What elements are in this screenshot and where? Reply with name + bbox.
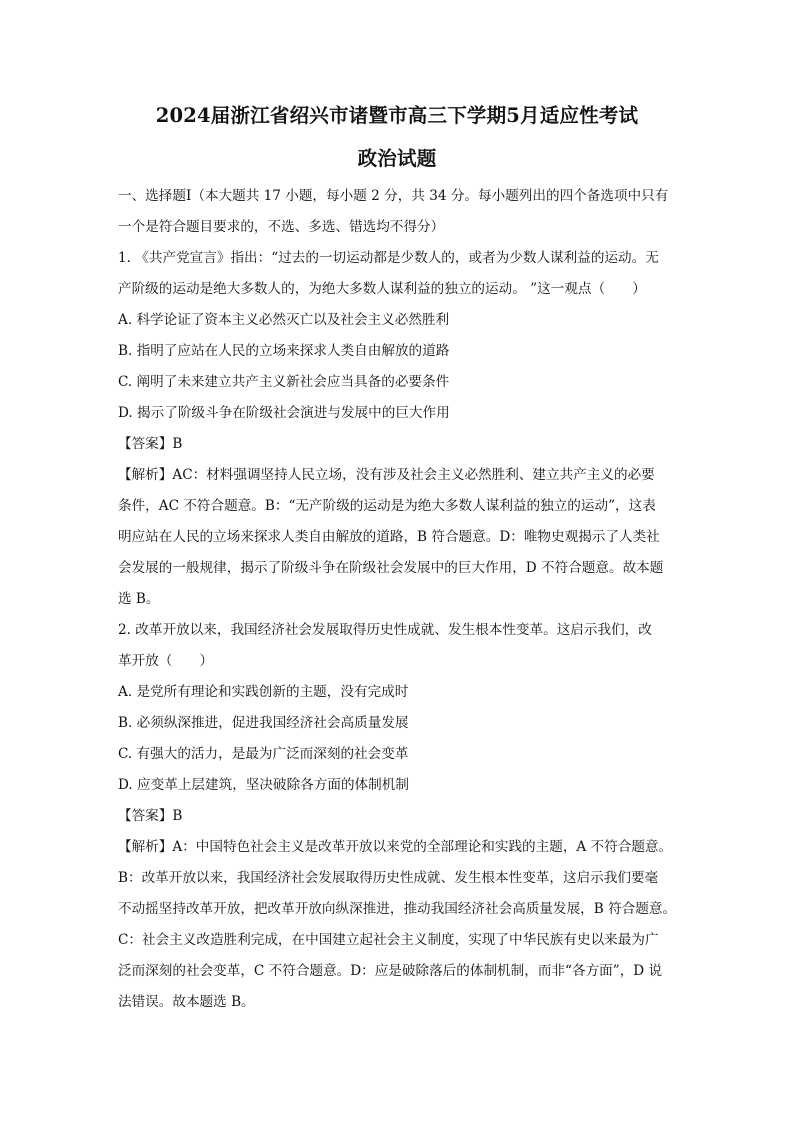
analysis-line: 泛而深刻的社会变革，C 不符合题意。D：应是破除落后的体制机制，而非“各方面”，D 说 [118,963,663,979]
document-title: 2024届浙江省绍兴市诸暨市高三下学期5月适应性考试 [155,104,639,127]
question-stem-line: 1. 《共产党宣言》指出：“过去的一切运动都是少数人的，或者为少数人谋利益的运动。无 [118,250,659,266]
option-a: A. 是党所有理论和实践创新的主题，没有完成时 [118,684,409,700]
question-2 [118,615,676,1018]
section-intro [118,181,676,243]
option-a: A. 科学论证了资本主义必然灭亡以及社会主义必然胜利 [118,312,450,328]
analysis-line: 选 B。 [118,591,160,607]
question-stem-line: 革开放（ ） [118,653,214,669]
analysis-line: 条件，AC 不符合题意。B：“无产阶级的运动是为绝大多数人谋利益的独立的运动”，这表 [118,498,656,514]
answer-line: 【答案】B [118,436,183,452]
section-intro-line: 一、选择题Ⅰ（本大题共 17 小题，每小题 2 分，共 34 分。每小题列出的四个备选项中只有 [118,188,669,204]
option-c: C. 阐明了未来建立共产主义新社会应当具备的必要条件 [118,374,450,390]
analysis-line: 会发展的一般规律，揭示了阶级斗争在阶级社会发展中的巨大作用，D 不符合题意。故本题 [118,560,664,576]
answer-line: 【答案】B [118,808,183,824]
option-b: B. 指明了应站在人民的立场来探求人类自由解放的道路 [118,343,450,359]
analysis-line: 明应站在人民的立场来探求人类自由解放的道路，B 符合题意。D：唯物史观揭示了人类社 [118,529,660,545]
document-subtitle: 政治试题 [357,147,437,170]
analysis-line: 【解析】AC：材料强调坚持人民立场，没有涉及社会主义必然胜利、建立共产主义的必要 [118,467,655,483]
option-c: C. 有强大的活力，是最为广泛而深刻的社会变革 [118,746,409,762]
question-1 [118,243,676,615]
question-stem-line: 2. 改革开放以来，我国经济社会发展取得历史性成就、发生根本性变革。这启示我们，改 [118,622,652,638]
question-stem-line: 产阶级的运动是绝大多数人的，为绝大多数人谋利益的独立的运动。 ”这一观点（ ） [118,281,646,297]
analysis-line: C：社会主义改造胜利完成，在中国建立起社会主义制度，实现了中华民族有史以来最为广 [118,932,659,948]
option-d: D. 揭示了阶级斗争在阶级社会演进与发展中的巨大作用 [118,405,450,421]
option-d: D. 应变革上层建筑，坚决破除各方面的体制机制 [118,777,409,793]
analysis-line: B：改革开放以来，我国经济社会发展取得历史性成就、发生根本性变革，这启示我们要毫 [118,870,659,886]
analysis-line: 【解析】A：中国特色社会主义是改革开放以来党的全部理论和实践的主题，A 不符合题意。 [118,839,673,855]
section-intro-line: 一个是符合题目要求的，不选、多选、错选均不得分） [118,219,445,235]
option-b: B. 必须纵深推进，促进我国经济社会高质量发展 [118,715,409,731]
analysis-line: 法错误。故本题选 B。 [118,994,255,1010]
analysis-line: 不动摇坚持改革开放，把改革开放向纵深推进，推动我国经济社会高质量发展，B 符合题意。 [118,901,677,917]
